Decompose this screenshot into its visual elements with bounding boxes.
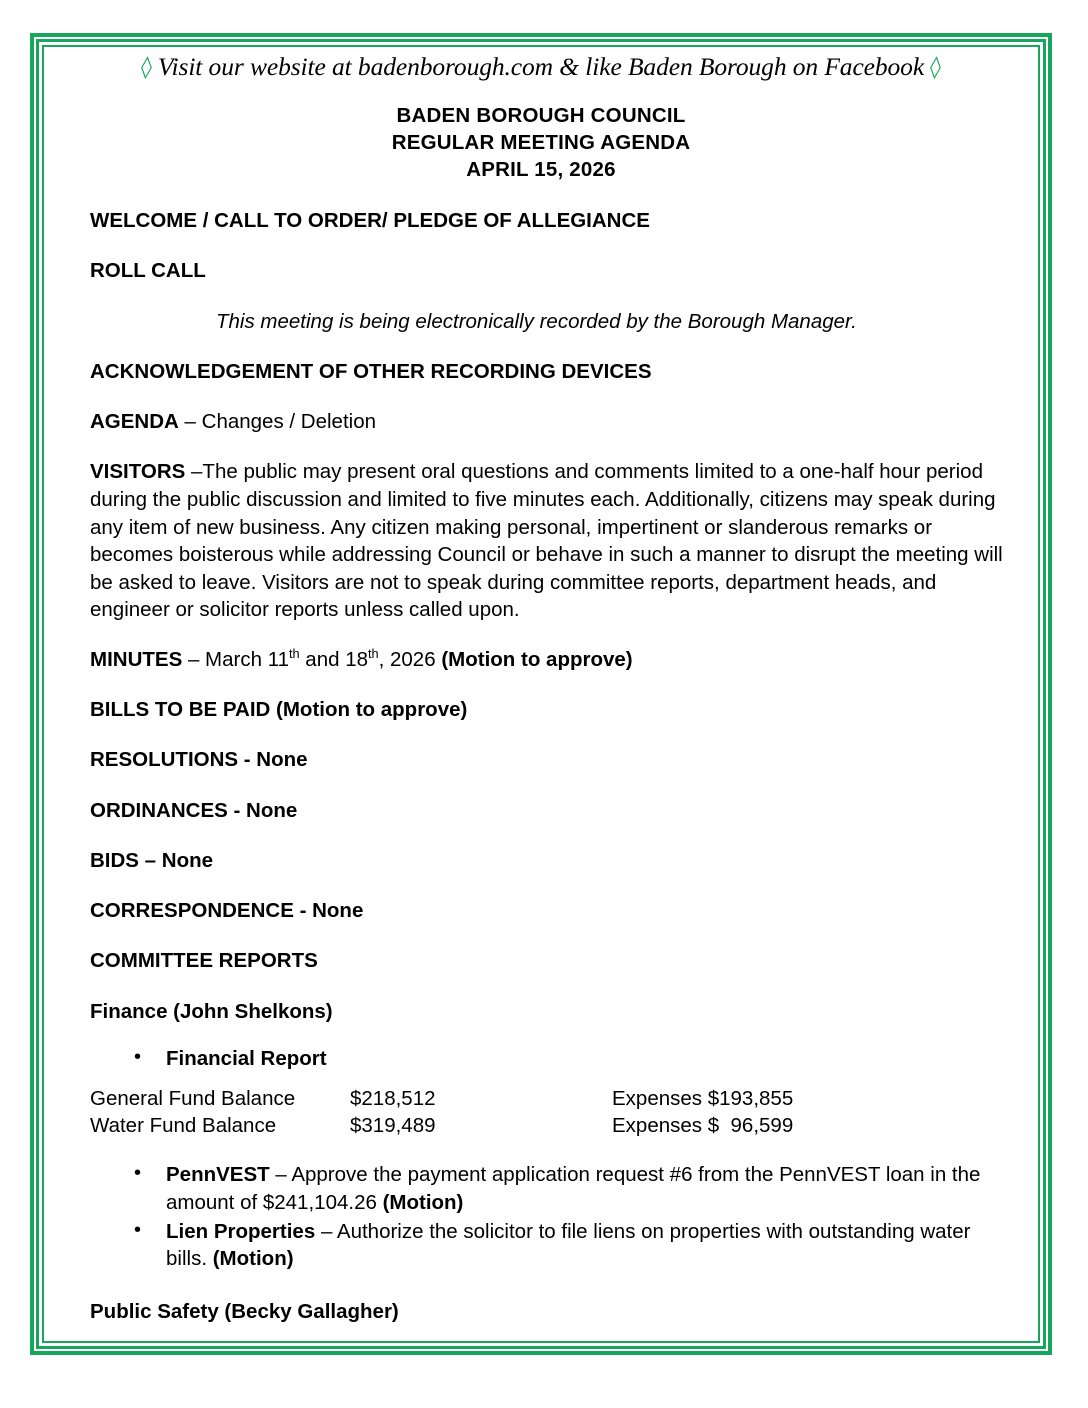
minutes-label: MINUTES (90, 647, 183, 671)
agenda-item-committee-reports: COMMITTEE REPORTS (90, 949, 318, 973)
document-content (60, 52, 1022, 1344)
fund-balance: $319,489 (350, 1113, 436, 1137)
agenda-item-bills: BILLS TO BE PAID (Motion to approve) (90, 698, 468, 722)
recording-note: This meeting is being electronically recorded by the Borough Manager. (216, 309, 857, 333)
pennvest-label: PennVEST (166, 1163, 270, 1187)
title-line-3: APRIL 15, 2026 (466, 157, 616, 181)
agenda-changes-text: – Changes / Deletion (178, 410, 376, 434)
financial-report-label: Financial Report (166, 1046, 327, 1070)
fund-label: Water Fund Balance (90, 1113, 277, 1137)
fund-expenses: Expenses $ 96,599 (612, 1113, 794, 1137)
lien-properties-label: Lien Properties (166, 1219, 316, 1243)
title-line-1: BADEN BOROUGH COUNCIL (396, 104, 686, 128)
agenda-item-bids: BIDS – None (90, 848, 214, 872)
pennvest-text: – Approve the payment application request #6 from the PennVEST loan in the amount of $241,104.26 (166, 1163, 981, 1214)
minutes-ordinal-2: th (368, 646, 379, 662)
table-row (90, 1086, 1008, 1113)
agenda-item-welcome: WELCOME / CALL TO ORDER/ PLEDGE OF ALLEGIANCE (90, 209, 650, 233)
section-spacer (90, 1286, 1008, 1298)
visitors-label: VISITORS (90, 460, 186, 484)
list-item (134, 1218, 1008, 1273)
lien-properties-motion: (Motion) (212, 1247, 294, 1271)
fund-label: General Fund Balance (90, 1087, 296, 1111)
committee-public-safety-heading: Public Safety (Becky Gallagher) (90, 1300, 399, 1324)
pennvest-motion: (Motion) (382, 1190, 464, 1214)
agenda-body (60, 207, 1022, 1325)
agenda-item-correspondence: CORRESPONDENCE - None (90, 899, 364, 923)
finance-bullet-list (90, 1045, 1008, 1072)
finance-action-items (90, 1161, 1008, 1272)
agenda-item-acknowledgement: ACKNOWLEDGEMENT OF OTHER RECORDING DEVICES (90, 359, 652, 383)
minutes-year: , 2026 (378, 647, 442, 671)
diamond-icon-left: ◊ (139, 55, 153, 80)
fund-balance: $218,512 (350, 1087, 436, 1111)
lien-properties-text: – Authorize the solicitor to file liens on properties with outstanding water bills. (166, 1219, 971, 1271)
table-row (90, 1113, 1008, 1140)
agenda-label: AGENDA (90, 410, 179, 434)
diamond-icon-right: ◊ (929, 55, 943, 80)
minutes-ordinal-1: th (288, 646, 300, 662)
title-line-2: REGULAR MEETING AGENDA (391, 130, 691, 154)
agenda-item-agenda (90, 408, 1008, 435)
list-item (134, 1161, 1008, 1216)
agenda-item-resolutions: RESOLUTIONS - None (90, 748, 308, 772)
committee-finance-heading: Finance (John Shelkons) (90, 999, 333, 1023)
fund-expenses: Expenses $193,855 (612, 1087, 794, 1111)
website-tagline (60, 52, 1022, 81)
agenda-item-visitors (90, 458, 1008, 623)
minutes-date-1: – March 11 (182, 647, 289, 671)
financial-figures-table (90, 1086, 1008, 1139)
minutes-motion: (Motion to approve) (441, 647, 633, 671)
list-item (134, 1045, 1008, 1072)
agenda-item-minutes (90, 646, 1008, 673)
agenda-item-ordinances: ORDINANCES - None (90, 798, 298, 822)
tagline-text: Visit our website at badenborough.com & like Baden Borough on Facebook (157, 52, 925, 81)
minutes-date-2: and 18 (299, 647, 368, 671)
visitors-text: –The public may present oral questions and comments limited to a one-half hour period during the public discussion and limited to five minutes each. Additionally, citizens may speak during any item of new business. Any citizen making personal, impertinent or slanderous remarks or becomes boisterous while addressing Council or behave in such a manner to disrupt the meeting will be asked to leave. Visitors are not to speak during committee reports, department heads, and engineer or solicitor reports unless called upon. (90, 460, 1003, 622)
agenda-item-roll-call: ROLL CALL (90, 259, 206, 283)
document-title (60, 103, 1022, 183)
